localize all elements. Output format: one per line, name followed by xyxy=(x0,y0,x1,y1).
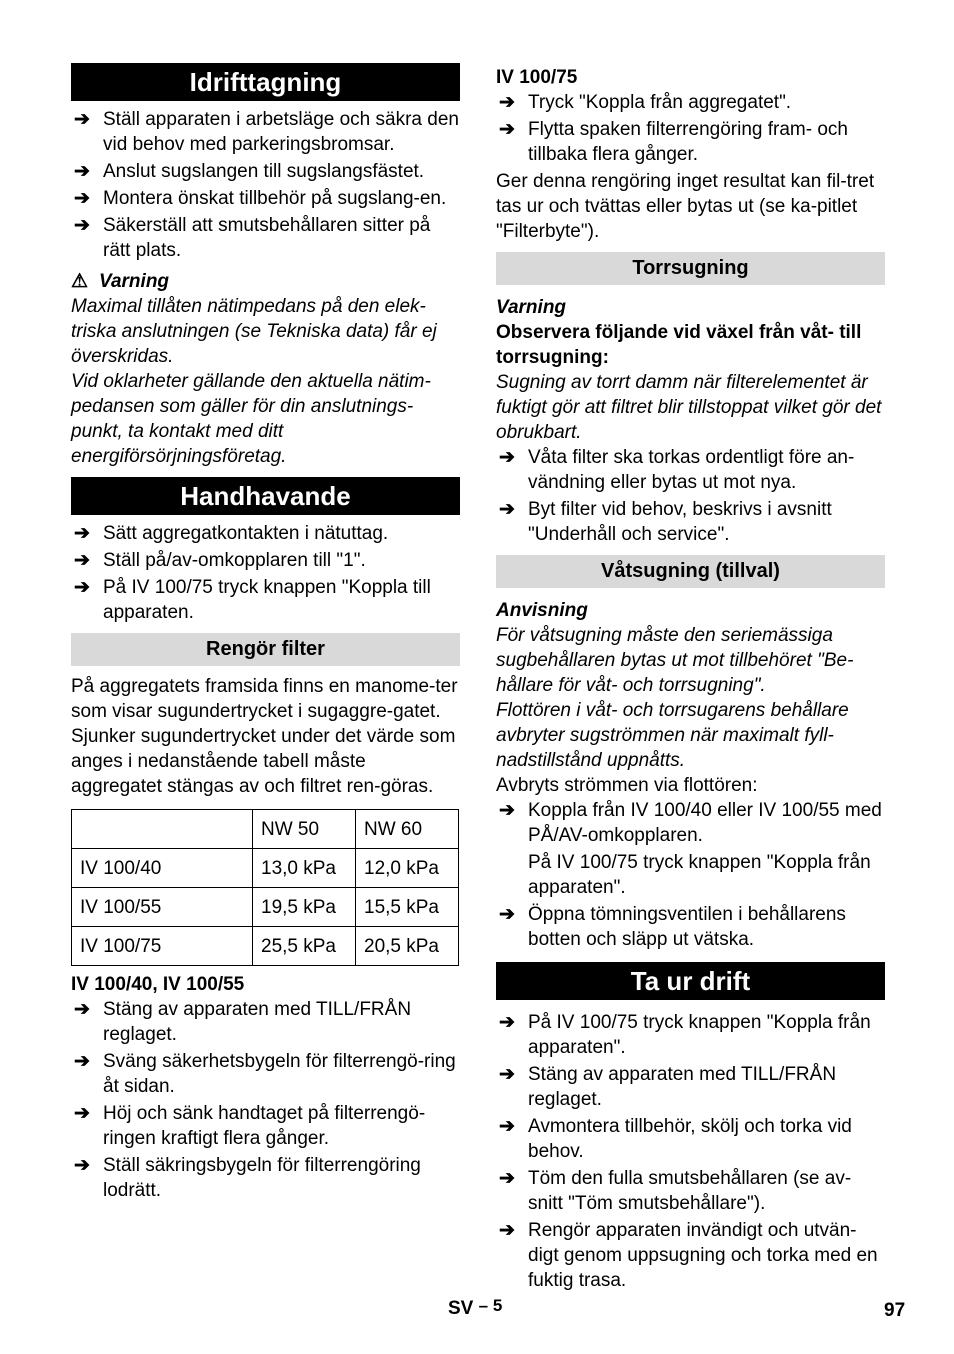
section-heading-handhavande: Handhavande xyxy=(71,477,460,515)
arrow-icon: ➔ xyxy=(74,550,90,571)
body-text: Avbryts strömmen via flottören: xyxy=(496,775,758,796)
arrow-icon: ➔ xyxy=(74,188,90,209)
list-item: ➔ Tryck "Koppla från aggregatet". xyxy=(499,92,792,113)
right-column xyxy=(496,65,885,1295)
arrow-icon: ➔ xyxy=(74,523,90,544)
arrow-icon: ➔ xyxy=(74,1155,90,1176)
footer-language-page: SV – 5 xyxy=(448,1296,503,1319)
arrow-icon: ➔ xyxy=(499,447,515,468)
arrow-icon: ➔ xyxy=(499,1064,515,1085)
arrow-icon: ➔ xyxy=(499,1116,515,1137)
body-text-bold: Observera följande vid växel från våt- till torrsugning: xyxy=(496,322,862,368)
warning-text: Vid oklarheter gällande den aktuella nätim-pedansen som gäller för din anslutnings-punkt, ta kontakt med ditt energiförsörjningsföretag. xyxy=(71,371,431,467)
subsection-heading-torrsugning: Torrsugning xyxy=(496,252,885,285)
page-number: 97 xyxy=(884,1300,906,1321)
model-subheading: IV 100/75 xyxy=(496,67,578,88)
left-column xyxy=(71,63,460,1205)
section-heading-ta-ur-drift: Ta ur drift xyxy=(496,962,885,1000)
model-subheading: IV 100/40, IV 100/55 xyxy=(71,974,245,995)
section-heading-idrifttagning: Idrifttagning xyxy=(71,63,460,101)
list-item: ➔ På IV 100/75 tryck knappen "Koppla från apparaten". xyxy=(499,1012,871,1058)
list-item: ➔ Höj och sänk handtaget på filterrengö-ringen kraftigt flera gånger. xyxy=(74,1103,426,1149)
pressure-table xyxy=(71,809,459,966)
arrow-icon: ➔ xyxy=(74,577,90,598)
warning-text: Maximal tillåten nätimpedans på den elek-triska anslutningen (se Tekniska data) får ej överskridas. xyxy=(71,296,437,367)
list-item: ➔ På IV 100/75 tryck knappen "Koppla till apparaten. xyxy=(74,577,431,623)
arrow-icon: ➔ xyxy=(74,1051,90,1072)
body-text: Ger denna rengöring inget resultat kan fil-tret tas ur och tvättas eller bytas ut (se ka-pitlet "Filterbyte"). xyxy=(496,171,875,242)
arrow-icon: ➔ xyxy=(499,1168,515,1189)
warning-heading: ⚠ Varning xyxy=(71,271,170,292)
list-item: ➔ Säkerställ att smutsbehållaren sitter på rätt plats. xyxy=(74,215,431,261)
arrow-icon: ➔ xyxy=(74,161,90,182)
note-text: Flottören i våt- och torrsugarens behållare avbryter sugströmmen när maximalt fyll-nadstillstånd uppnåtts. xyxy=(496,700,849,771)
arrow-icon: ➔ xyxy=(499,800,515,821)
arrow-icon: ➔ xyxy=(74,1103,90,1124)
arrow-icon: ➔ xyxy=(74,999,90,1020)
list-item: ➔ Koppla från IV 100/40 eller IV 100/55 med PÅ/AV-omkopplaren. xyxy=(499,800,882,846)
subsection-heading-rengor-filter: Rengör filter xyxy=(71,633,460,666)
list-item: ➔ Stäng av apparaten med TILL/FRÅN reglaget. xyxy=(499,1064,837,1110)
arrow-icon: ➔ xyxy=(499,119,515,140)
table-row: IV 100/75 25,5 kPa 20,5 kPa xyxy=(72,927,459,966)
list-item-continuation: På IV 100/75 tryck knappen "Koppla från apparaten". xyxy=(528,852,871,898)
arrow-icon: ➔ xyxy=(499,499,515,520)
list-item: ➔ Rengör apparaten invändigt och utvän-digt genom uppsugning och torka med en fuktig trasa. xyxy=(499,1220,878,1291)
arrow-icon: ➔ xyxy=(499,904,515,925)
table-row: IV 100/40 13,0 kPa 12,0 kPa xyxy=(72,849,459,888)
list-item: ➔ Öppna tömningsventilen i behållarens botten och släpp ut vätska. xyxy=(499,904,846,950)
arrow-icon: ➔ xyxy=(74,215,90,236)
warning-heading: Varning xyxy=(496,297,567,318)
arrow-icon: ➔ xyxy=(499,92,515,113)
list-item: ➔ Töm den fulla smutsbehållaren (se av-snitt "Töm smutsbehållare"). xyxy=(499,1168,852,1214)
note-heading: Anvisning xyxy=(496,600,588,621)
list-item: ➔ Stäng av apparaten med TILL/FRÅN reglaget. xyxy=(74,999,412,1045)
list-item: ➔ Sväng säkerhetsbygeln för filterrengö-ring åt sidan. xyxy=(74,1051,456,1097)
list-item: ➔ Avmontera tillbehör, skölj och torka vid behov. xyxy=(499,1116,852,1162)
list-item: ➔ Byt filter vid behov, beskrivs i avsnitt "Underhåll och service". xyxy=(499,499,832,545)
warning-text: Sugning av torrt damm när filterelementet är fuktigt gör att filtret blir tillstoppat vilket gör det obrukbart. xyxy=(496,372,882,443)
note-text: För våtsugning måste den seriemässiga sugbehållaren bytas ut mot tillbehöret "Be-hållare för våt- och torrsugning". xyxy=(496,625,854,696)
list-item: ➔ Ställ säkringsbygeln för filterrengöring lodrätt. xyxy=(74,1155,421,1201)
body-text: På aggregatets framsida finns en manome-ter som visar sugundertrycket i sugaggre-gatet. Sjunker sugundertrycket under det värde som anges i nedanstående tabell måste aggregatet stängas av och filtret ren-göras. xyxy=(71,676,458,797)
list-item: ➔ Flytta spaken filterrengöring fram- och tillbaka flera gånger. xyxy=(499,119,848,165)
table-row: IV 100/55 19,5 kPa 15,5 kPa xyxy=(72,888,459,927)
list-item: ➔ Anslut sugslangen till sugslangsfästet. xyxy=(74,161,425,182)
arrow-icon: ➔ xyxy=(499,1012,515,1033)
list-item: ➔ Sätt aggregatkontakten i nätuttag. xyxy=(74,523,389,544)
table-header-row: NW 50 NW 60 xyxy=(72,810,459,849)
list-item: ➔ Montera önskat tillbehör på sugslang-en. xyxy=(74,188,447,209)
arrow-icon: ➔ xyxy=(74,109,90,130)
list-item: ➔ Våta filter ska torkas ordentligt före an-vändning eller bytas ut mot nya. xyxy=(499,447,855,493)
list-item: ➔ Ställ apparaten i arbetsläge och säkra den vid behov med parkeringsbromsar. xyxy=(74,109,459,155)
warning-triangle-icon: ⚠ xyxy=(71,271,89,292)
subsection-heading-vatsugning: Våtsugning (tillval) xyxy=(496,555,885,588)
list-item: ➔ Ställ på/av-omkopplaren till "1". xyxy=(74,550,366,571)
arrow-icon: ➔ xyxy=(499,1220,515,1241)
